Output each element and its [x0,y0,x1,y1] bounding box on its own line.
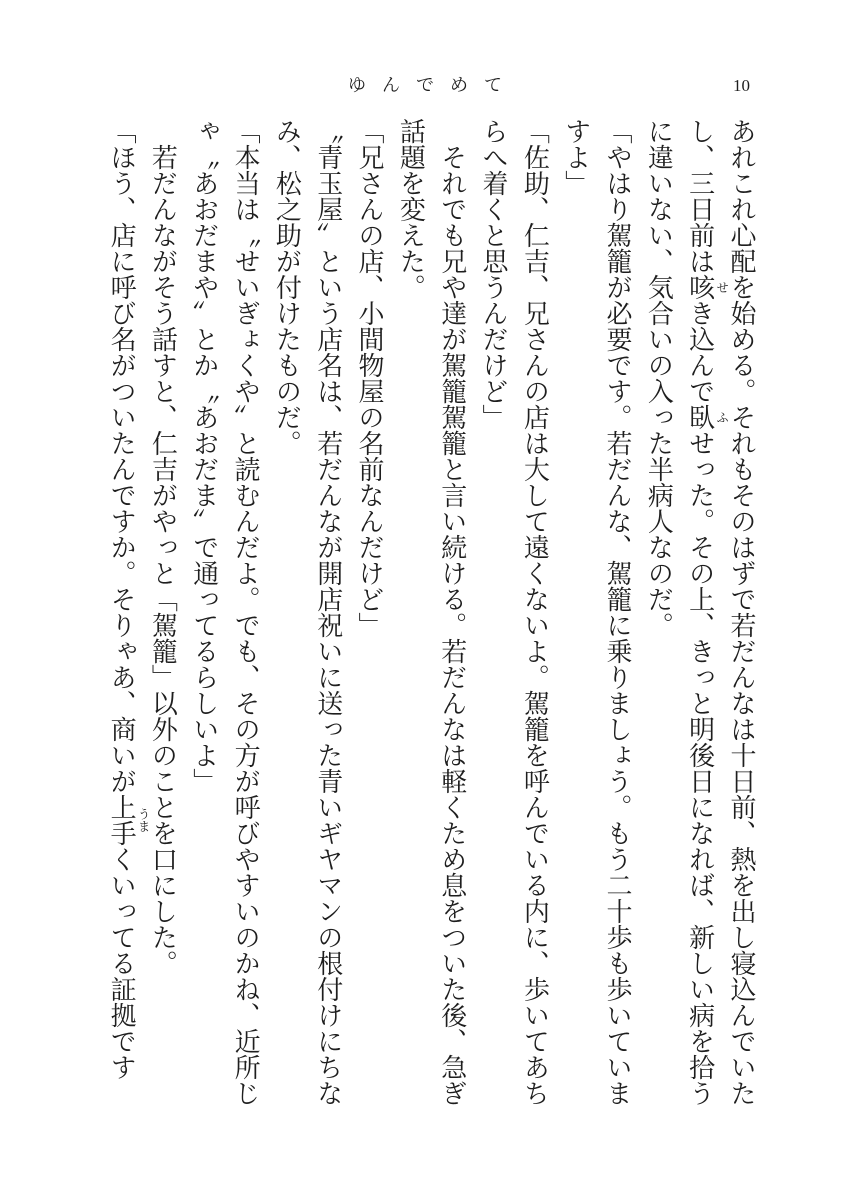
text-segment: 「ほう、店に呼び名がついたんですか。そりゃあ、商いが [106,118,137,794]
ruby-base [684,274,730,300]
running-head [0,0,841,110]
text-segment: し、三日前は [684,118,715,274]
text-line: すよ」 [560,118,591,196]
ruby-base-text: 咳 [684,274,715,300]
body-text [99,118,761,1108]
text-line: み、松之助が付けたものだ。 [271,118,302,456]
text-line: らへ着くと思うんだけど」 [478,118,509,430]
text-line [678,118,730,1108]
ruby-annotation: うま [136,807,152,833]
text-line: 「本当は〝せいぎょくや〟と読むんだよ。でも、その方が呼びやすいのかね、近所じ [230,118,261,1106]
text-segment: せった。その上、きっと明後日になれば、新しい病を拾う [684,430,715,1106]
text-line: 若だんながそう話すと、仁吉がやっと「駕籠」以外のことを口にした。 [147,144,178,976]
text-line [100,118,152,1108]
text-line: 話題を変えた。 [395,118,426,300]
ruby-base-text: 臥 [684,404,715,430]
ruby-base [106,794,152,846]
page-number: 10 [733,76,750,95]
text-line: ゃ〝あおだまや〟とか〝あおだま〟で通ってるらしいよ」 [188,118,219,794]
text-line: それでも兄や達が駕籠駕籠と言い続ける。若だんなは軽くため息をついた後、急ぎ [436,144,467,1106]
ruby-base [684,404,730,430]
text-line: 〝青玉屋〟という店名は、若だんなが開店祝いに送った青いギヤマンの根付けにちな [312,118,343,1106]
text-segment: くいってる証拠です [106,846,137,1080]
ruby-annotation: せ [714,280,730,294]
text-line: 「やはり駕籠が必要です。若だんな、駕籠に乗りましょう。もう二十歩も歩いていま [602,118,633,1106]
ruby-annotation: ふ [714,410,730,424]
text-segment: き込んで [684,300,715,404]
text-line: あれこれ心配を始める。それもそのはずで若だんなは十日前、熱を出し寝込んでいた [726,118,756,1106]
text-line: に違いない、気合いの入った半病人なのだ。 [643,118,674,638]
ruby-base-text: 上手 [106,794,137,846]
text-line: 「兄さんの店、小間物屋の名前なんだけど」 [354,118,385,638]
book-title: ゆんでめて [348,75,518,96]
text-line: 「佐助、仁吉、兄さんの店は大して遠くないよ。駕籠を呼んでいる内に、歩いてあち [519,118,550,1106]
